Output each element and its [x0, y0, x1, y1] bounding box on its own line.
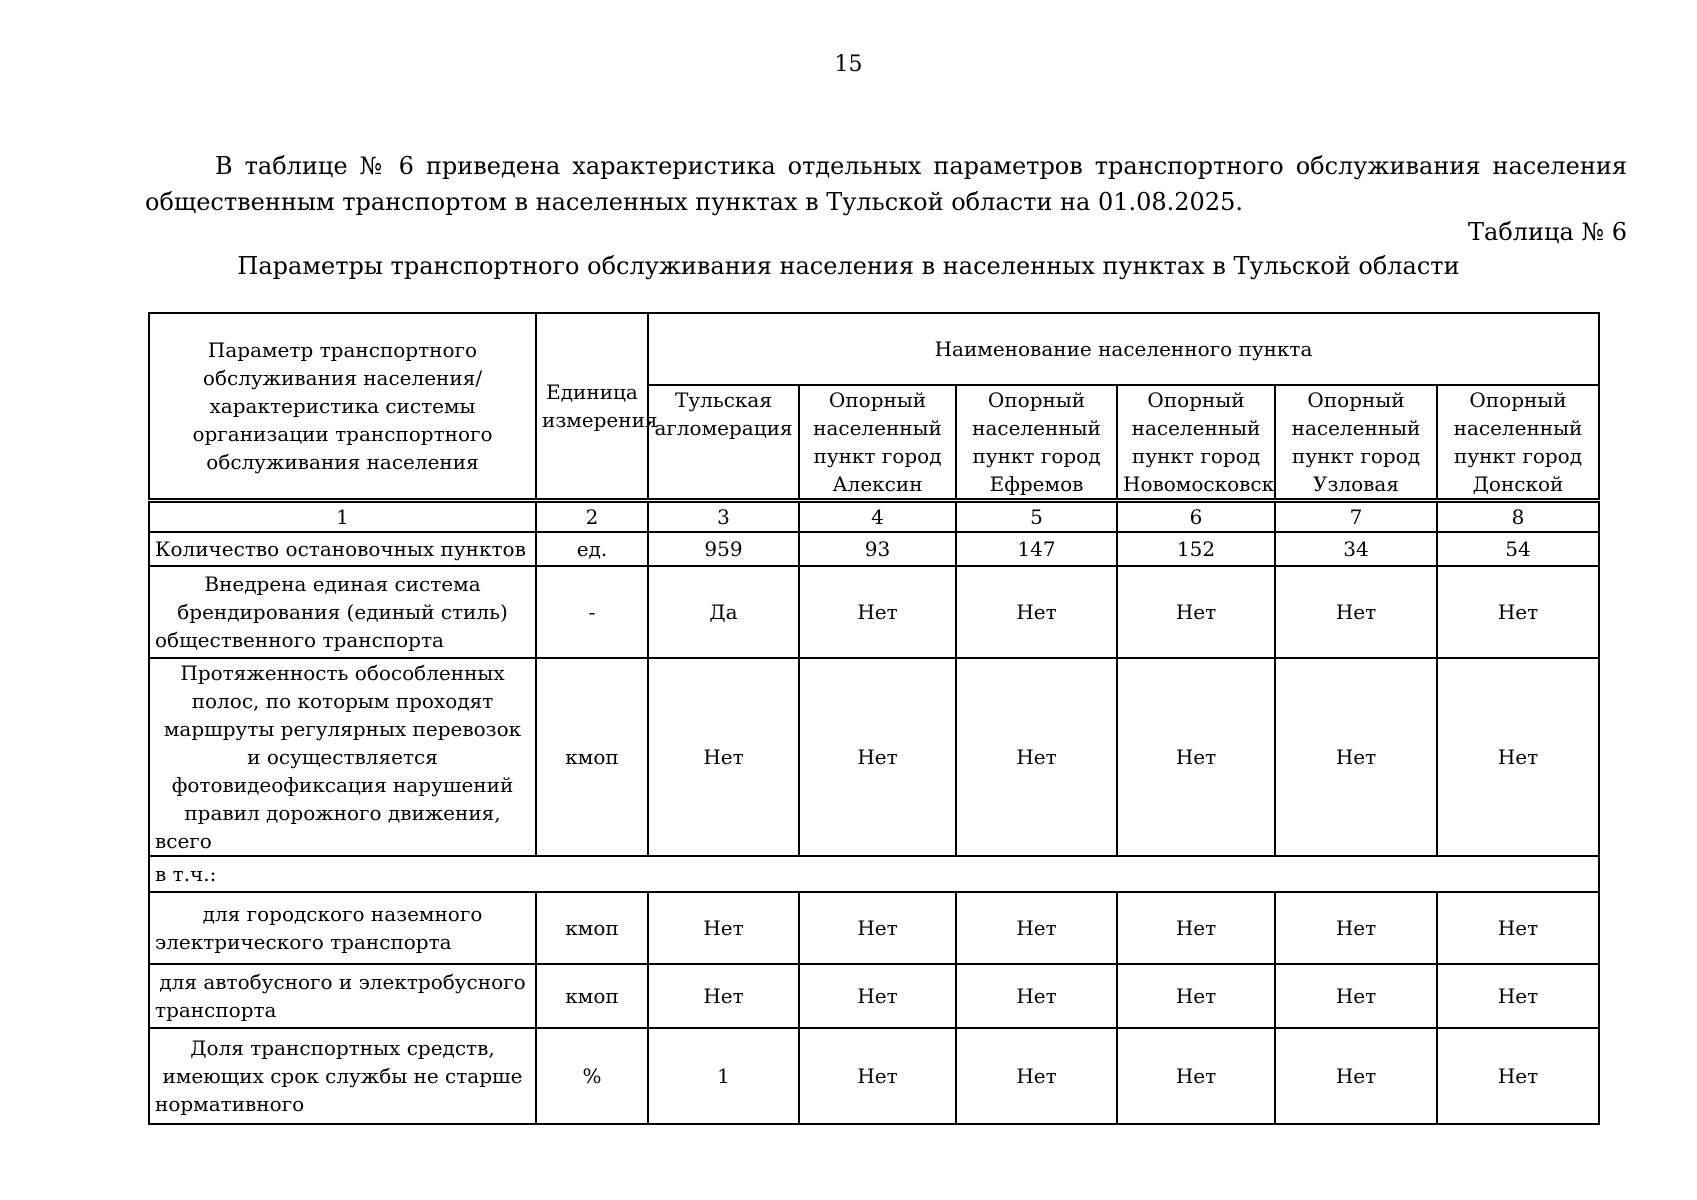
row-value: Нет: [1437, 892, 1599, 964]
row-value: 54: [1437, 532, 1599, 566]
row-value: Нет: [956, 566, 1117, 658]
row-unit: ед.: [536, 532, 648, 566]
row-value: Нет: [1117, 892, 1275, 964]
column-number: 2: [536, 501, 648, 533]
table-number: Таблица № 6: [1468, 218, 1627, 246]
row-value: Нет: [1437, 1028, 1599, 1124]
subheader-label: в т.ч.:: [149, 856, 1599, 892]
row-unit: -: [536, 566, 648, 658]
row-value: Нет: [648, 892, 799, 964]
header-row-1: [149, 313, 1599, 385]
header-city-2: Опорный населенный пункт город Алексин: [799, 385, 956, 501]
row-value: Нет: [1117, 566, 1275, 658]
header-city-3: Опорный населенный пункт город Ефремов: [956, 385, 1117, 501]
row-value: 1: [648, 1028, 799, 1124]
header-group: Наименование населенного пункта: [648, 313, 1599, 385]
column-number: 3: [648, 501, 799, 533]
row-value: Нет: [799, 658, 956, 856]
row-value: Нет: [1117, 964, 1275, 1028]
column-number: 4: [799, 501, 956, 533]
header-city-4: Опорный населенный пункт город Новомосковск: [1117, 385, 1275, 501]
row-param: для автобусного и электробусного транспорта: [149, 964, 536, 1028]
table-title: Параметры транспортного обслуживания населения в населенных пунктах в Тульской области: [237, 252, 1460, 280]
row-value: Нет: [1117, 1028, 1275, 1124]
intro-paragraph: В таблице № 6 приведена характеристика отдельных параметров транспортного обслуживания населения общественным транспортом в населенных пунктах в Тульской области на 01.08.2025.: [145, 152, 1627, 216]
row-value: Нет: [648, 964, 799, 1028]
row-value: Нет: [799, 1028, 956, 1124]
row-value: 34: [1275, 532, 1437, 566]
table-row: [149, 892, 1599, 964]
row-value: Нет: [956, 1028, 1117, 1124]
row-value: Нет: [956, 658, 1117, 856]
header-unit: Единица измерения: [536, 313, 648, 501]
row-unit: кмоп: [536, 964, 648, 1028]
transport-parameters-table: [148, 312, 1600, 1125]
column-number: 7: [1275, 501, 1437, 533]
row-value: 147: [956, 532, 1117, 566]
column-number: 1: [149, 501, 536, 533]
row-unit: %: [536, 1028, 648, 1124]
row-value: Нет: [1275, 1028, 1437, 1124]
row-value: Нет: [1275, 658, 1437, 856]
header-city-6: Опорный населенный пункт город Донской: [1437, 385, 1599, 501]
row-value: Нет: [956, 892, 1117, 964]
row-value: Нет: [799, 566, 956, 658]
table-row: [149, 1028, 1599, 1124]
header-city-1: Тульская агломерация: [648, 385, 799, 501]
header-param: Параметр транспортного обслуживания населения/ характеристика системы организации транспортного обслуживания населения: [149, 313, 536, 501]
row-param: Доля транспортных средств, имеющих срок службы не старше нормативного: [149, 1028, 536, 1124]
header-city-5: Опорный населенный пункт город Узловая: [1275, 385, 1437, 501]
subheader-row: [149, 856, 1599, 892]
row-unit: кмоп: [536, 892, 648, 964]
table-row: [149, 964, 1599, 1028]
row-value: Нет: [1275, 892, 1437, 964]
row-value: 959: [648, 532, 799, 566]
table-row: [149, 658, 1599, 856]
row-value: Да: [648, 566, 799, 658]
row-value: Нет: [648, 658, 799, 856]
column-number: 5: [956, 501, 1117, 533]
row-value: Нет: [1437, 566, 1599, 658]
row-value: Нет: [1275, 964, 1437, 1028]
row-param: для городского наземного электрического транспорта: [149, 892, 536, 964]
row-value: 93: [799, 532, 956, 566]
row-param: Внедрена единая система брендирования (единый стиль) общественного транспорта: [149, 566, 536, 658]
row-unit: кмоп: [536, 658, 648, 856]
row-value: 152: [1117, 532, 1275, 566]
row-value: Нет: [1437, 658, 1599, 856]
column-number: 6: [1117, 501, 1275, 533]
row-value: Нет: [956, 964, 1117, 1028]
row-value: Нет: [1117, 658, 1275, 856]
row-param: Протяженность обособленных полос, по которым проходят маршруты регулярных перевозок и осуществляется фотовидеофиксация нарушений правил дорожного движения, всего: [149, 658, 536, 856]
column-number: 8: [1437, 501, 1599, 533]
row-param: Количество остановочных пунктов: [149, 532, 536, 566]
row-value: Нет: [799, 892, 956, 964]
page-number: 15: [834, 52, 863, 77]
row-value: Нет: [1275, 566, 1437, 658]
table-row: [149, 532, 1599, 566]
row-value: Нет: [799, 964, 956, 1028]
row-value: Нет: [1437, 964, 1599, 1028]
table-row: [149, 566, 1599, 658]
column-number-row: [149, 501, 1599, 533]
